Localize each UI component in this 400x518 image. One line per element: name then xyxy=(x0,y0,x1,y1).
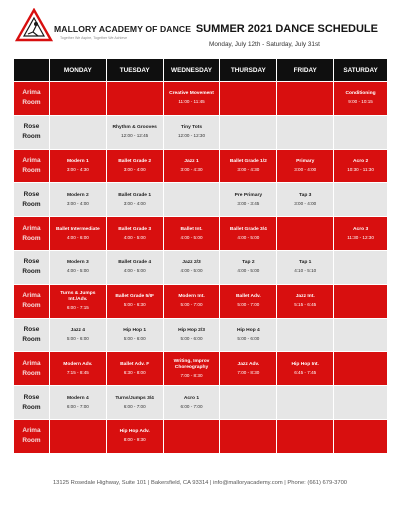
class-time: 7:15 - 8:45 xyxy=(66,369,89,375)
empty-cell xyxy=(334,116,387,149)
class-name: Tap 2 xyxy=(242,260,255,266)
class-time: 3:00 - 4:00 xyxy=(66,200,89,206)
class-time: 6:00 - 7:00 xyxy=(66,403,89,409)
empty-cell xyxy=(164,183,220,216)
class-time: 3:00 - 4:00 xyxy=(294,200,317,206)
class-cell xyxy=(107,217,163,250)
class-time: 4:00 - 5:00 xyxy=(180,268,203,274)
class-cell xyxy=(50,352,106,385)
class-time: 5:00 - 6:30 xyxy=(123,302,146,308)
class-time: 3:00 - 4:00 xyxy=(123,200,146,206)
class-name: Turns & Jumps Int./Adv. xyxy=(60,291,96,303)
class-name: Primary xyxy=(296,158,315,164)
brand-name: MALLORY ACADEMY OF DANCE xyxy=(54,24,192,34)
class-cell xyxy=(107,352,163,385)
empty-cell xyxy=(334,319,387,352)
class-time: 3:00 - 4:00 xyxy=(294,166,317,172)
class-name: Ballet Adv. xyxy=(235,294,261,300)
room-label: Arima xyxy=(22,224,41,232)
class-time: 4:10 - 5:10 xyxy=(294,268,317,274)
class-cell xyxy=(220,352,276,385)
room-label-cell xyxy=(14,285,49,318)
room-label: Arima xyxy=(22,427,41,435)
class-cell xyxy=(164,352,220,385)
class-name: Pre Primary xyxy=(234,192,263,198)
empty-cell xyxy=(277,116,333,149)
dancer-logo-icon xyxy=(14,8,54,44)
room-label-cell xyxy=(14,82,49,115)
class-name: Ballet Adv. F xyxy=(120,361,150,367)
class-name: Ballet Intermediate xyxy=(55,226,100,232)
date-range: Monday, July 12th - Saturday, July 31st xyxy=(209,41,320,48)
empty-cell xyxy=(334,183,387,216)
corner-cell xyxy=(14,59,49,81)
class-cell xyxy=(107,285,163,318)
room-label: Arima xyxy=(22,156,41,164)
empty-cell xyxy=(277,420,333,453)
empty-cell xyxy=(334,285,387,318)
room-label: Room xyxy=(22,268,41,276)
day-header-row xyxy=(14,59,387,81)
class-cell xyxy=(334,217,387,250)
room-label: Room xyxy=(22,369,41,377)
class-name: Modern Adv. xyxy=(63,361,93,367)
class-name: Ballet Grade 4 xyxy=(118,260,152,266)
day-header-tuesday: TUESDAY xyxy=(107,59,163,81)
class-time: 6:00 - 7:15 xyxy=(66,305,89,311)
class-name: Ballet Grade 3/4 xyxy=(229,226,267,232)
empty-cell xyxy=(50,116,106,149)
brand-tagline: Together We Aspire, Together We Achieve xyxy=(60,36,128,40)
empty-cell xyxy=(50,420,106,453)
class-cell xyxy=(334,150,387,183)
class-cell xyxy=(107,386,163,419)
class-time: 5:00 - 7:00 xyxy=(180,302,203,308)
class-cell xyxy=(107,116,163,149)
room-label: Room xyxy=(22,200,41,208)
class-name: Ballet Int. xyxy=(180,226,203,232)
class-name: Hip Hop 2/3 xyxy=(178,327,205,333)
empty-cell xyxy=(50,82,106,115)
class-time: 12:00 - 12:30 xyxy=(177,133,206,139)
class-cell xyxy=(220,183,276,216)
day-header-monday: MONDAY xyxy=(50,59,106,81)
class-name: Ballet Grade 1 xyxy=(118,192,152,198)
class-time: 5:00 - 6:00 xyxy=(123,335,146,341)
class-time: 4:00 - 5:00 xyxy=(237,234,260,240)
room-label: Room xyxy=(22,302,41,310)
class-name: Conditioning xyxy=(345,91,376,97)
empty-cell xyxy=(277,82,333,115)
room-label-cell xyxy=(14,386,49,419)
class-name: Jazz Int. xyxy=(295,294,315,300)
class-time: 10:30 - 11:30 xyxy=(347,166,374,172)
schedule-row xyxy=(14,420,387,453)
room-label-cell xyxy=(14,319,49,352)
class-cell xyxy=(50,217,106,250)
class-name: Hip Hop Adv. xyxy=(119,429,150,435)
class-name: Tiny Tots xyxy=(180,125,203,131)
class-name: Acro 2 xyxy=(352,158,369,164)
room-label: Room xyxy=(22,99,41,107)
class-name: Tap 1 xyxy=(298,260,312,266)
class-name: Hip Hop 4 xyxy=(236,327,260,333)
class-time: 4:00 - 5:00 xyxy=(237,268,260,274)
room-label: Rose xyxy=(23,258,40,266)
empty-cell xyxy=(107,82,163,115)
schedule-row xyxy=(14,352,387,385)
room-label: Rose xyxy=(23,393,40,401)
class-time: 3:00 - 3:45 xyxy=(237,200,260,206)
contact-footer: 13125 Rosedale Highway, Suite 101 | Bakersfield, CA 93314 | info@malloryacademy.com | Phone: (661) 679-3700 xyxy=(52,480,348,486)
class-time: 6:30 - 8:00 xyxy=(123,369,146,375)
room-label-cell xyxy=(14,183,49,216)
class-cell xyxy=(50,251,106,284)
class-time: 5:00 - 6:00 xyxy=(237,335,260,341)
class-cell xyxy=(277,150,333,183)
class-time: 6:00 - 7:00 xyxy=(123,403,146,409)
class-name: Jazz Adv. xyxy=(237,361,260,367)
class-cell xyxy=(107,150,163,183)
class-time: 5:00 - 7:00 xyxy=(237,302,260,308)
class-name: Writing, Improv Choreography xyxy=(173,358,210,370)
class-cell xyxy=(220,217,276,250)
class-name: Ballet Grade 5/IF xyxy=(115,294,154,300)
class-time: 4:00 - 5:00 xyxy=(180,234,203,240)
class-name: Creative Movement xyxy=(169,91,214,97)
class-name: Jazz 2/3 xyxy=(182,260,201,266)
room-label-cell xyxy=(14,150,49,183)
class-cell xyxy=(277,285,333,318)
schedule-row xyxy=(14,217,387,250)
empty-cell xyxy=(334,386,387,419)
room-label: Room xyxy=(22,335,41,343)
room-label: Rose xyxy=(23,325,40,333)
class-time: 4:00 - 5:00 xyxy=(123,234,146,240)
page-title: SUMMER 2021 DANCE SCHEDULE xyxy=(195,23,378,35)
room-label: Room xyxy=(22,234,41,242)
class-name: Modern 4 xyxy=(66,395,89,401)
class-cell xyxy=(164,319,220,352)
room-label: Arima xyxy=(22,292,41,300)
class-name: Rhythm & Grooves xyxy=(112,125,157,131)
empty-cell xyxy=(220,116,276,149)
day-header-saturday: SATURDAY xyxy=(334,59,387,81)
class-time: 4:00 - 6:00 xyxy=(66,234,89,240)
room-label-cell xyxy=(14,251,49,284)
room-label: Rose xyxy=(23,190,40,198)
class-time: 3:00 - 4:30 xyxy=(180,166,203,172)
class-time: 4:00 - 5:00 xyxy=(66,268,89,274)
class-cell xyxy=(164,285,220,318)
class-cell xyxy=(220,285,276,318)
empty-cell xyxy=(220,82,276,115)
class-cell xyxy=(107,319,163,352)
class-cell xyxy=(50,319,106,352)
class-time: 12:00 - 12:45 xyxy=(121,133,149,139)
class-name: Jazz 4 xyxy=(70,327,86,333)
class-cell xyxy=(277,251,333,284)
class-time: 6:00 - 7:00 xyxy=(180,403,203,409)
empty-cell xyxy=(220,386,276,419)
room-label: Room xyxy=(22,437,41,445)
class-time: 3:00 - 4:00 xyxy=(123,166,146,172)
room-label: Arima xyxy=(22,359,41,367)
class-cell xyxy=(164,386,220,419)
empty-cell xyxy=(277,319,333,352)
class-cell xyxy=(107,183,163,216)
class-time: 11:30 - 12:30 xyxy=(347,234,374,240)
class-cell xyxy=(50,386,106,419)
class-cell xyxy=(164,251,220,284)
day-header-wednesday: WEDNESDAY xyxy=(164,59,220,81)
class-name: Tap 3 xyxy=(298,192,312,198)
class-time: 6:45 - 7:45 xyxy=(294,369,317,375)
day-header-thursday: THURSDAY xyxy=(220,59,276,81)
class-name: Modern 3 xyxy=(66,260,89,266)
schedule-table xyxy=(14,59,387,446)
empty-cell xyxy=(334,352,387,385)
class-time: 7:00 - 8:30 xyxy=(237,369,260,375)
class-cell xyxy=(107,251,163,284)
schedule-row xyxy=(14,82,387,115)
room-label: Room xyxy=(22,403,41,411)
class-name: Ballet Grade 3 xyxy=(118,226,152,232)
class-time: 9:00 - 10:15 xyxy=(348,99,373,105)
day-header-friday: FRIDAY xyxy=(277,59,333,81)
class-name: Acro 1 xyxy=(183,395,200,401)
class-name: Modern 2 xyxy=(66,192,89,198)
class-time: 5:00 - 6:00 xyxy=(66,335,89,341)
class-cell xyxy=(277,352,333,385)
room-label-cell xyxy=(14,217,49,250)
class-time: 5:00 - 6:00 xyxy=(180,335,203,341)
class-time: 5:15 - 6:45 xyxy=(294,302,317,308)
empty-cell xyxy=(277,386,333,419)
schedule-row xyxy=(14,251,387,284)
class-cell xyxy=(164,82,220,115)
empty-cell xyxy=(220,420,276,453)
class-cell xyxy=(334,82,387,115)
schedule-row xyxy=(14,285,387,318)
class-cell xyxy=(50,285,106,318)
room-label: Room xyxy=(22,166,41,174)
class-name: Modern Int. xyxy=(178,294,205,300)
room-label-cell xyxy=(14,352,49,385)
class-time: 7:00 - 8:30 xyxy=(180,372,203,378)
room-label-cell xyxy=(14,116,49,149)
empty-cell xyxy=(334,420,387,453)
class-name: Turns/Jumps 3/4 xyxy=(115,395,154,401)
class-time: 4:00 - 5:00 xyxy=(123,268,146,274)
schedule-row xyxy=(14,319,387,352)
class-name: Jazz 1 xyxy=(184,158,199,164)
empty-cell xyxy=(164,420,220,453)
class-cell xyxy=(50,183,106,216)
room-label: Arima xyxy=(22,89,41,97)
class-name: Acro 3 xyxy=(352,226,369,232)
class-time: 3:00 - 4:30 xyxy=(66,166,89,172)
class-cell xyxy=(107,420,163,453)
class-cell xyxy=(220,150,276,183)
class-time: 11:00 - 11:45 xyxy=(178,99,205,105)
class-cell xyxy=(220,319,276,352)
class-cell xyxy=(164,217,220,250)
empty-cell xyxy=(277,217,333,250)
class-name: Hip Hop Int. xyxy=(291,361,319,367)
schedule-row xyxy=(14,386,387,419)
class-cell xyxy=(164,150,220,183)
class-cell xyxy=(50,150,106,183)
class-time: 3:00 - 4:30 xyxy=(237,166,260,172)
class-name: Ballet Grade 1/2 xyxy=(229,158,267,164)
class-time: 8:00 - 9:30 xyxy=(123,437,146,443)
empty-cell xyxy=(334,251,387,284)
room-label: Room xyxy=(22,133,41,141)
schedule-row xyxy=(14,116,387,149)
page-header xyxy=(0,0,400,56)
class-name: Hip Hop 1 xyxy=(123,327,147,333)
schedule-row xyxy=(14,150,387,183)
class-cell xyxy=(220,251,276,284)
class-name: Modern 1 xyxy=(66,158,89,164)
class-cell xyxy=(277,183,333,216)
schedule-row xyxy=(14,183,387,216)
class-name: Ballet Grade 2 xyxy=(118,158,152,164)
class-cell xyxy=(164,116,220,149)
room-label: Rose xyxy=(23,123,40,131)
room-label-cell xyxy=(14,420,49,453)
